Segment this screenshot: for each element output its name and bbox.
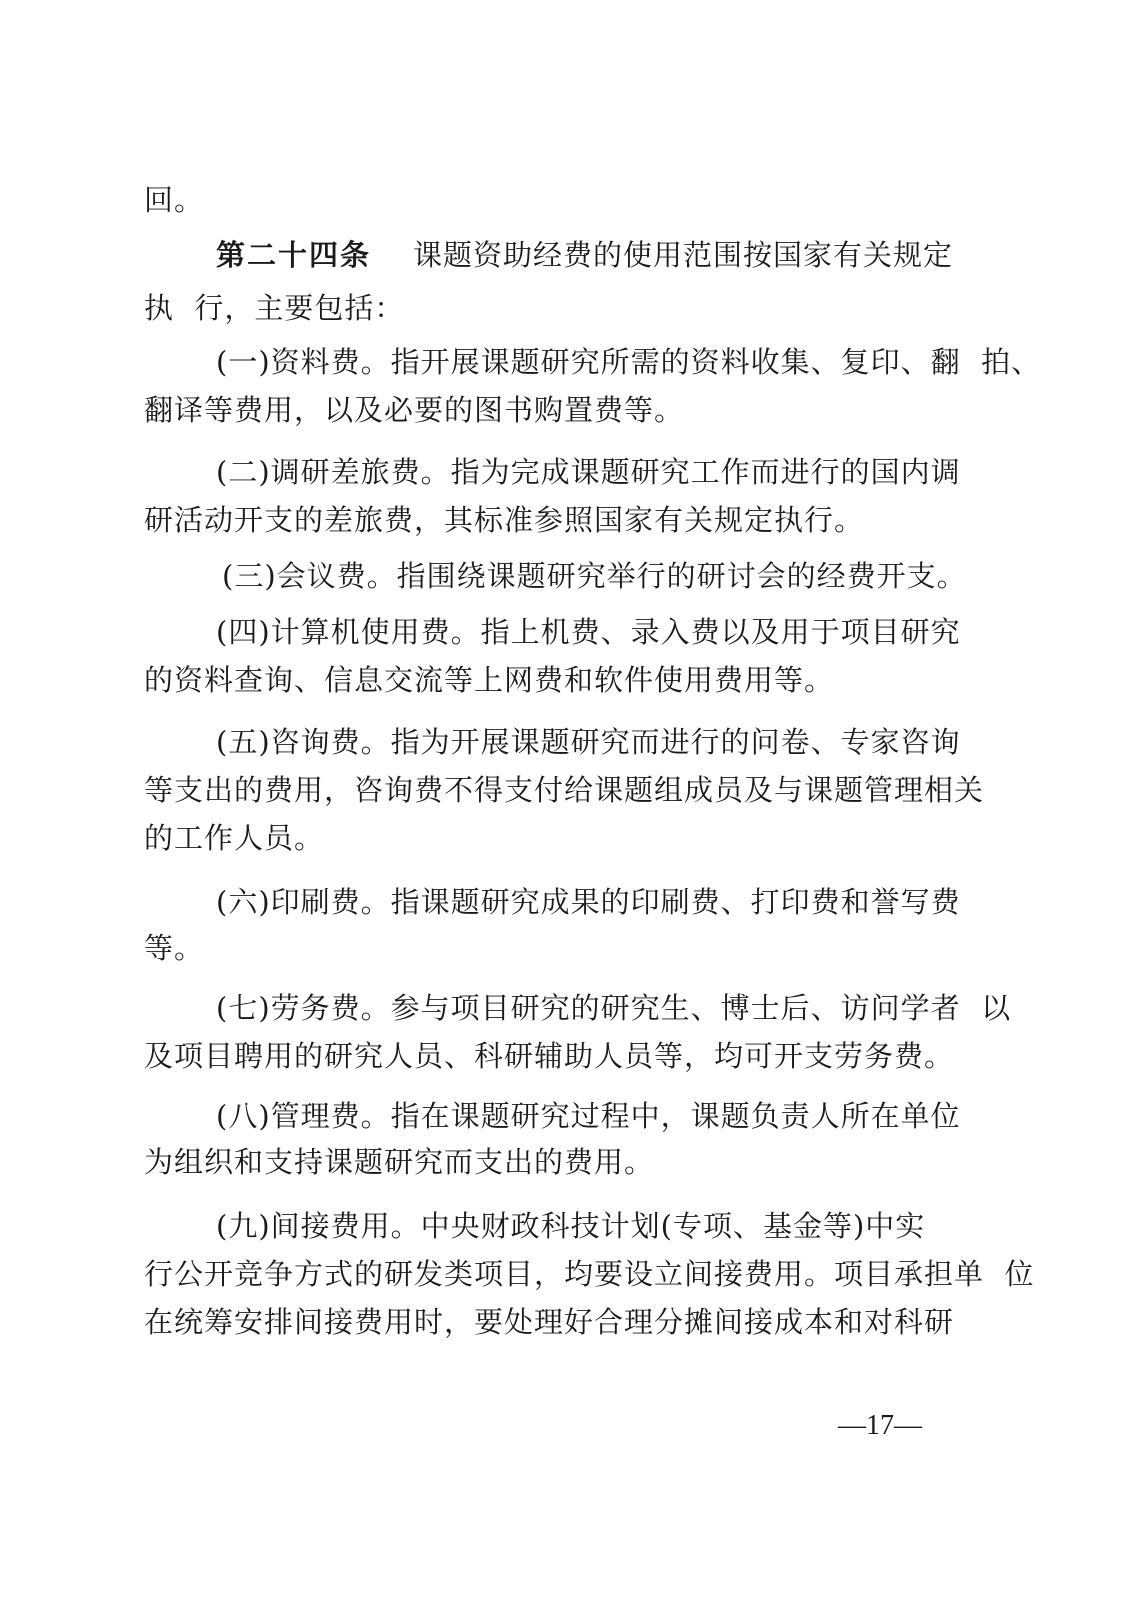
article-24-heading (216, 235, 1056, 275)
item-9-line-3: 在统筹安排间接费用时，要处理好合理分摊间接成本和对科研 (144, 1305, 955, 1339)
item-2-line-2: 研活动开支的差旅费，其标准参照国家有关规定执行。 (144, 503, 865, 537)
article-label: 第二十四条 (216, 238, 372, 272)
item-1-line-1: (一)资料费。指开展课题研究所需的资料收集、复印、翻 拍、 (216, 345, 1042, 379)
item-6-line-1: (六)印刷费。指课题研究成果的印刷费、打印费和誉写费 (216, 885, 961, 919)
item-5-line-1: (五)咨询费。指为开展课题研究而进行的问卷、专家咨询 (216, 725, 961, 759)
item-6-line-2: 等。 (144, 931, 205, 965)
item-4-line-2: 的资料查询、信息交流等上网费和软件使用费用等。 (144, 663, 835, 697)
item-7-line-2: 及项目聘用的研究人员、科研辅助人员等，均可开支劳务费。 (144, 1039, 955, 1073)
item-5-line-2: 等支出的费用，咨询费不得支付给课题组成员及与课题管理相关 (144, 773, 985, 807)
item-9-line-1: (九)间接费用。中央财政科技计划(专项、基金等)中实 (216, 1209, 926, 1243)
item-8-line-2: 为组织和支持课题研究而支出的费用。 (144, 1145, 655, 1179)
page-number: —17— (838, 1410, 922, 1441)
item-3-line-1: (三)会议费。指围绕课题研究举行的研讨会的经费开支。 (222, 559, 967, 593)
item-9-line-2: 行公开竞争方式的研发类项目，均要设立间接费用。项目承担单 位 (144, 1257, 1035, 1291)
item-4-line-1: (四)计算机使用费。指上机费、录入费以及用于项目研究 (216, 615, 961, 649)
item-1-line-2: 翻译等费用，以及必要的图书购置费等。 (144, 393, 685, 427)
carryover-line: 回。 (144, 183, 205, 217)
item-8-line-1: (八)管理费。指在课题研究过程中，课题负责人所在单位 (216, 1099, 961, 1133)
item-5-line-3: 的工作人员。 (144, 821, 325, 855)
article-text-line1: 课题资助经费的使用范围按国家有关规定 (413, 238, 954, 272)
article-text-line2: 执 行，主要包括： (144, 291, 405, 325)
item-2-line-1: (二)调研差旅费。指为完成课题研究工作而进行的国内调 (216, 455, 961, 489)
item-7-line-1: (七)劳务费。参与项目研究的研究生、博士后、访问学者 以 (216, 991, 1012, 1025)
